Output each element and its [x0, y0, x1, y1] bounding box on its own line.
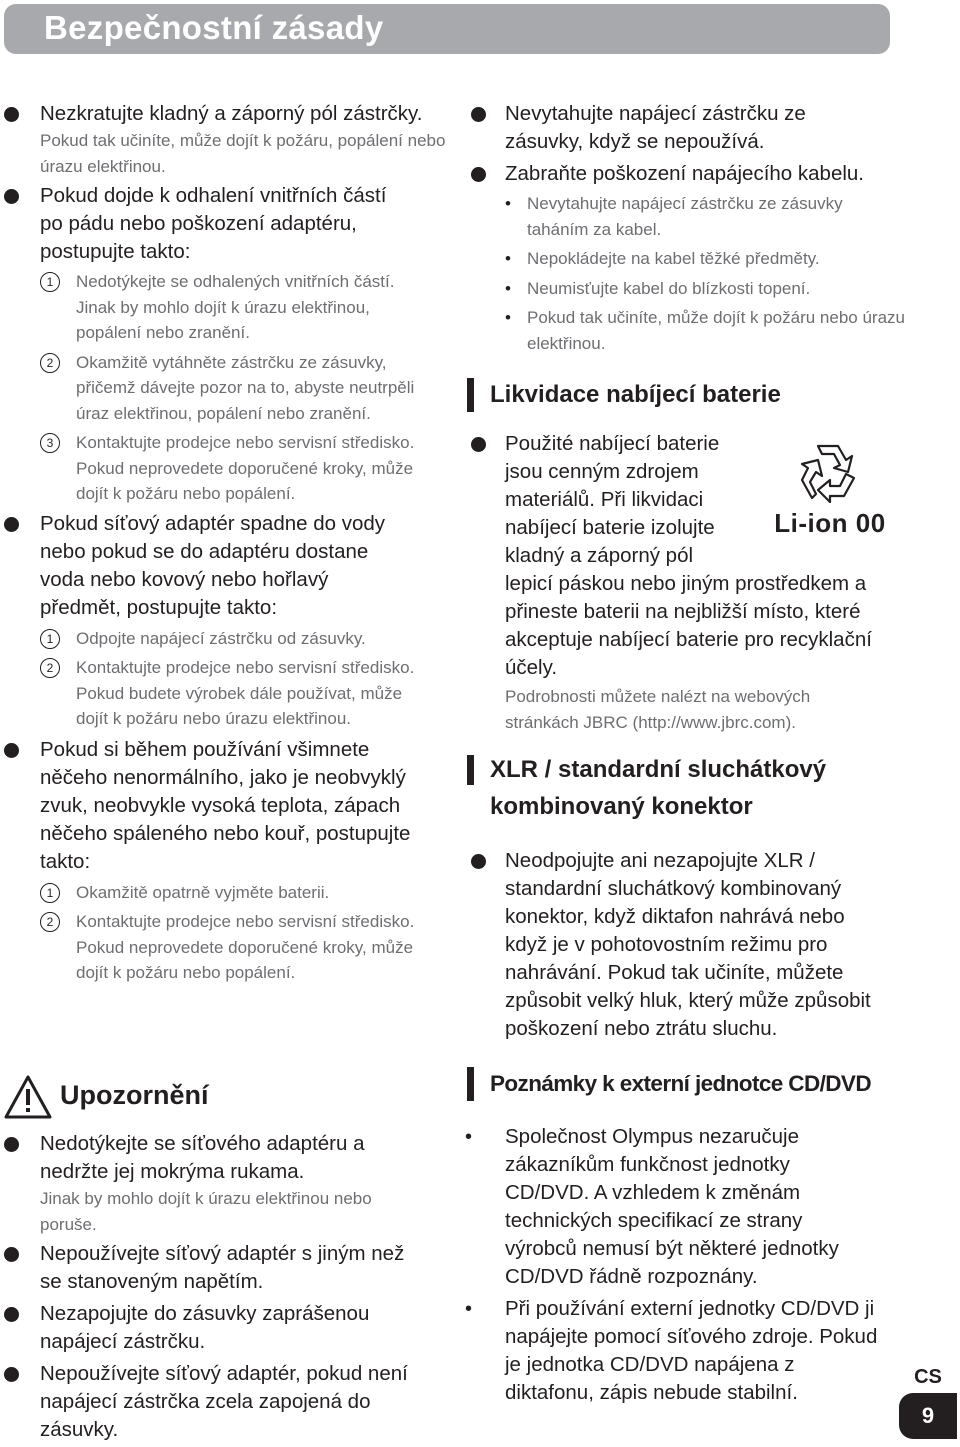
bullet-icon	[4, 517, 19, 532]
sub-bullet-icon: •	[505, 249, 511, 268]
item-main-text: Zabraňte poškození napájecího kabelu.	[505, 162, 865, 185]
warning-triangle-icon	[3, 1074, 53, 1120]
bullet-icon	[471, 107, 486, 122]
caution-item-2	[0, 1240, 425, 1296]
recycle-logo	[760, 438, 900, 538]
step-number-icon: 2	[40, 912, 60, 932]
bullet-icon	[4, 1137, 19, 1152]
bullet-icon	[4, 189, 19, 204]
item-main-text: Při používání externí jednotky CD/DVD ji napájejte pomocí síťového zdroje. Pokud je jednotka CD/DVD napájena z diktafonu, zápis nebude stabilní.	[505, 1297, 878, 1404]
step-text: Kontaktujte prodejce nebo servisní středisko. Pokud budete výrobek dále používat, může dojít k požáru nebo úrazu elektřinou.	[76, 658, 415, 728]
battery-section-title	[465, 378, 905, 412]
left-item-1	[0, 100, 450, 179]
section-bar	[467, 755, 474, 785]
bullet-icon	[4, 1247, 19, 1262]
step-text: Nedotýkejte se odhalených vnitřních částí. Jinak by mohlo dojít k úrazu elektřinou, popálení nebo zranění.	[76, 272, 395, 342]
battery-line: nabíjecí baterie izolujte	[505, 516, 715, 539]
sub-bullet-row	[465, 246, 905, 272]
item-main-text: Pokud si během používání všimnete něčeho nenormálního, jako je neobvyklý zvuk, neobvykle vysoká teplota, zápach něčeho spáleného nebo kouř, postupujte takto:	[40, 737, 411, 873]
section-bar	[467, 1067, 474, 1101]
left-item-3	[0, 510, 450, 622]
bullet-icon	[471, 854, 486, 869]
right-column	[465, 100, 905, 1407]
step-text: Odpojte napájecí zástrčku od zásuvky.	[76, 628, 366, 648]
step-number-icon: 1	[40, 883, 60, 903]
right-item-2	[465, 160, 905, 188]
item-sub-text: Jinak by mohlo dojít k úrazu elektřinou nebo poruše.	[40, 1189, 372, 1234]
sub-bullet-text: Nepokládejte na kabel těžké předměty.	[527, 249, 820, 268]
cddvd-item-2	[465, 1295, 885, 1407]
step-row	[0, 909, 436, 986]
cddvd-section-title	[465, 1067, 905, 1101]
page-number-box: 9	[899, 1393, 957, 1439]
battery-rest-text: lepicí páskou nebo jiným prostředkem a přineste baterii na nejbližší místo, které akceptuje nabíjecí baterie pro recyklační účely.	[505, 572, 872, 679]
sub-bullet-text: Nevytahujte napájecí zástrčku ze zásuvky taháním za kabel.	[527, 194, 843, 239]
battery-line: jsou cenným zdrojem	[505, 460, 699, 483]
bullet-icon	[4, 1367, 19, 1382]
sub-bullet-row	[465, 276, 905, 302]
caution-item-4	[0, 1360, 410, 1444]
bullet-icon: •	[465, 1298, 473, 1320]
sub-bullet-text: Pokud tak učiníte, může dojít k požáru nebo úrazu elektřinou.	[527, 308, 906, 353]
page-header	[4, 4, 890, 54]
step-number-icon: 2	[40, 353, 60, 373]
item-main-text: Pokud dojde k odhalení vnitřních částí po pádu nebo poškození adaptéru, postupujte takto:	[40, 184, 387, 263]
item-main-text: Společnost Olympus nezaručuje zákazníkům funkčnost jednotky CD/DVD. A vzhledem k změnám technických specifikací ze strany výrobců nemusí být některé jednotky CD/DVD řádně rozpoznány.	[505, 1125, 839, 1288]
caution-title: Upozornění	[60, 1080, 209, 1110]
section-bar	[467, 378, 474, 412]
cddvd-item-1	[465, 1123, 877, 1291]
sub-bullet-row	[465, 305, 907, 356]
section-title-text: Likvidace nabíjecí baterie	[490, 381, 781, 408]
step-row	[0, 880, 436, 906]
sub-bullet-icon: •	[505, 308, 511, 327]
step-number-icon: 3	[40, 433, 60, 453]
step-row	[0, 350, 416, 427]
battery-item	[465, 430, 905, 735]
bullet-icon	[471, 437, 486, 452]
sub-bullet-icon: •	[505, 194, 511, 213]
bullet-icon	[471, 167, 486, 182]
sub-bullet-row	[465, 191, 887, 242]
item-sub-text: Pokud tak učiníte, může dojít k požáru, popálení nebo úrazu elektřinou.	[40, 131, 446, 176]
step-text: Kontaktujte prodejce nebo servisní středisko. Pokud neprovedete doporučené kroky, může dojít k požáru nebo popálení.	[76, 433, 415, 503]
language-code: CS	[914, 1366, 942, 1388]
recycle-icon	[788, 438, 868, 508]
item-main-text: Pokud síťový adaptér spadne do vody nebo pokud se do adaptéru dostane voda nebo kovový nebo hořlavý předmět, postupujte takto:	[40, 511, 386, 619]
caution-item-1	[0, 1130, 450, 1237]
right-item-1	[465, 100, 845, 156]
sub-bullet-text: Neumisťujte kabel do blízkosti topení.	[527, 278, 811, 298]
item-main-text: Neodpojujte ani nezapojujte XLR / standardní sluchátkový kombinovaný konektor, když diktafon nahrává nebo když je v pohotovostním režimu pro nahrávání. Pokud tak učiníte, můžete způsobit velký hluk, který může způsobit poškození nebo ztrátu sluchu.	[505, 849, 871, 1040]
section-title-text: XLR / standardní sluchátkový kombinovaný konektor	[490, 756, 827, 820]
bullet-icon	[4, 1307, 19, 1322]
step-number-icon: 1	[40, 272, 60, 292]
page-number	[898, 1366, 958, 1439]
item-main-text: Nedotýkejte se síťového adaptéru a nedržte jej mokrýma rukama.	[40, 1132, 365, 1183]
sub-bullet-icon: •	[505, 278, 511, 298]
item-main-text: Nevytahujte napájecí zástrčku ze zásuvky, když se nepoužívá.	[505, 102, 806, 153]
step-text: Okamžitě vytáhněte zástrčku ze zásuvky, přičemž dávejte pozor na to, abyste neutrpěli úraz elektřinou, popálení nebo zranění.	[76, 352, 415, 423]
step-text: Kontaktujte prodejce nebo servisní středisko. Pokud neprovedete doporučené kroky, může dojít k požáru nebo popálení.	[76, 912, 415, 982]
li-ion-badge: Li-ion 00	[774, 508, 886, 538]
left-item-4	[0, 736, 450, 876]
xlr-section-title	[465, 751, 890, 825]
battery-line: materiálů. Při likvidaci	[505, 488, 704, 511]
item-main-text: Nepoužívejte síťový adaptér, pokud není napájecí zástrčka zcela zapojená do zásuvky.	[40, 1362, 408, 1441]
bullet-icon	[4, 743, 19, 758]
bullet-icon	[4, 107, 19, 122]
caution-heading	[0, 1067, 450, 1127]
battery-line: Použité nabíjecí baterie	[505, 432, 720, 455]
battery-sub-text: Podrobnosti můžete nalézt na webových stránkách JBRC (http://www.jbrc.com).	[505, 687, 811, 732]
left-item-2	[0, 182, 450, 266]
step-row	[0, 626, 416, 652]
item-main-text: Nezapojujte do zásuvky zaprášenou napájecí zástrčku.	[40, 1302, 370, 1353]
page-title: Bezpečnostní zásady	[44, 9, 384, 46]
xlr-item	[465, 847, 890, 1043]
section-title-text: Poznámky k externí jednotce CD/DVD	[490, 1071, 871, 1096]
caution-item-3	[0, 1300, 400, 1356]
item-main-text: Nezkratujte kladný a záporný pól zástrčky.	[40, 102, 423, 125]
step-number-icon: 2	[40, 658, 60, 678]
step-number-icon: 1	[40, 629, 60, 649]
item-main-text: Nepoužívejte síťový adaptér s jiným než se stanoveným napětím.	[40, 1242, 405, 1293]
step-row	[0, 655, 416, 732]
left-column	[0, 100, 450, 986]
step-row	[0, 430, 426, 507]
caution-list	[0, 1130, 450, 1444]
bullet-icon: •	[465, 1126, 473, 1148]
step-row	[0, 269, 416, 346]
step-text: Okamžitě opatrně vyjměte baterii.	[76, 882, 330, 902]
battery-line: kladný a záporný pól	[505, 544, 694, 567]
